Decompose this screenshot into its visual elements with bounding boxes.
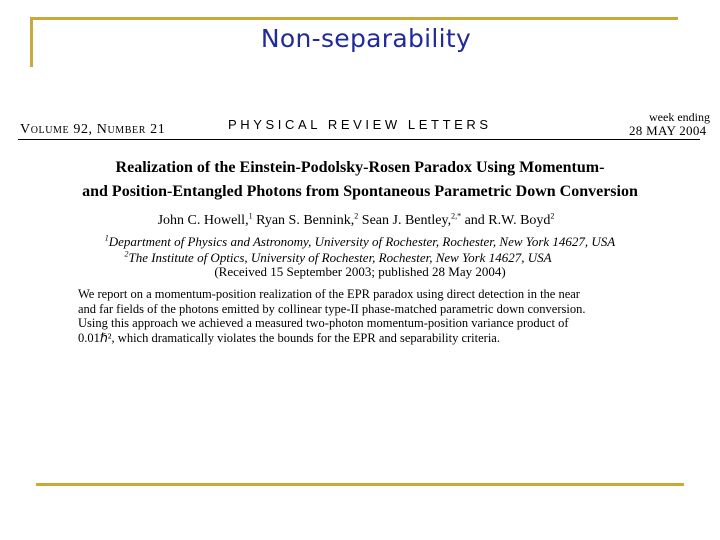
- abstract-line: Using this approach we achieved a measured two-photon momentum-position variance product of: [78, 316, 569, 330]
- affiliation-text: The Institute of Optics, University of Rochester, Rochester, New York 14627, USA: [128, 250, 552, 265]
- journal-week-label: week ending: [649, 110, 710, 124]
- author-affiliation-mark: 2: [550, 211, 555, 221]
- abstract-line: We report on a momentum-position realization of the EPR paradox using direct detection in the near: [78, 287, 580, 301]
- journal-volume: Volume 92, Number 21: [20, 122, 166, 137]
- author-name: and R.W. Boyd: [464, 213, 551, 228]
- paper-title-line-2: and Position-Entangled Photons from Spontaneous Parametric Down Conversion: [82, 183, 638, 200]
- journal-header-rule: [18, 139, 700, 140]
- slide-title: Non-separability: [260, 24, 472, 53]
- author-affiliation-mark: 2,*: [451, 211, 462, 221]
- author-name: Sean J. Bentley,: [361, 213, 452, 228]
- affiliation-number: 2: [124, 249, 129, 259]
- author-affiliation-mark: 1: [248, 211, 253, 221]
- abstract-line: 0.01ℏ², which dramatically violates the bounds for the EPR and separability criteria.: [78, 330, 500, 345]
- author-name: John C. Howell,: [157, 213, 249, 228]
- abstract-line: and far fields of the photons emitted by collinear type-II phase-matched parametric down conversion.: [78, 301, 586, 316]
- author-affiliation-mark: 2: [354, 211, 359, 221]
- received-dates: (Received 15 September 2003; published 28 May 2004): [214, 264, 506, 279]
- journal-name: PHYSICAL REVIEW LETTERS: [228, 117, 492, 132]
- author-list: [0, 213, 712, 229]
- paper-title-line-1: Realization of the Einstein-Podolsky-Rosen Paradox Using Momentum-: [115, 159, 605, 176]
- affiliation-text: Department of Physics and Astronomy, University of Rochester, Rochester, New York 14627, USA: [108, 234, 616, 249]
- bottom-decorative-rule: [36, 483, 684, 486]
- journal-date: 28 MAY 2004: [629, 123, 707, 138]
- abstract: [78, 287, 638, 345]
- affiliation-number: 1: [104, 233, 109, 243]
- author-name: Ryan S. Bennink,: [256, 213, 355, 228]
- affiliation-1: [0, 234, 720, 250]
